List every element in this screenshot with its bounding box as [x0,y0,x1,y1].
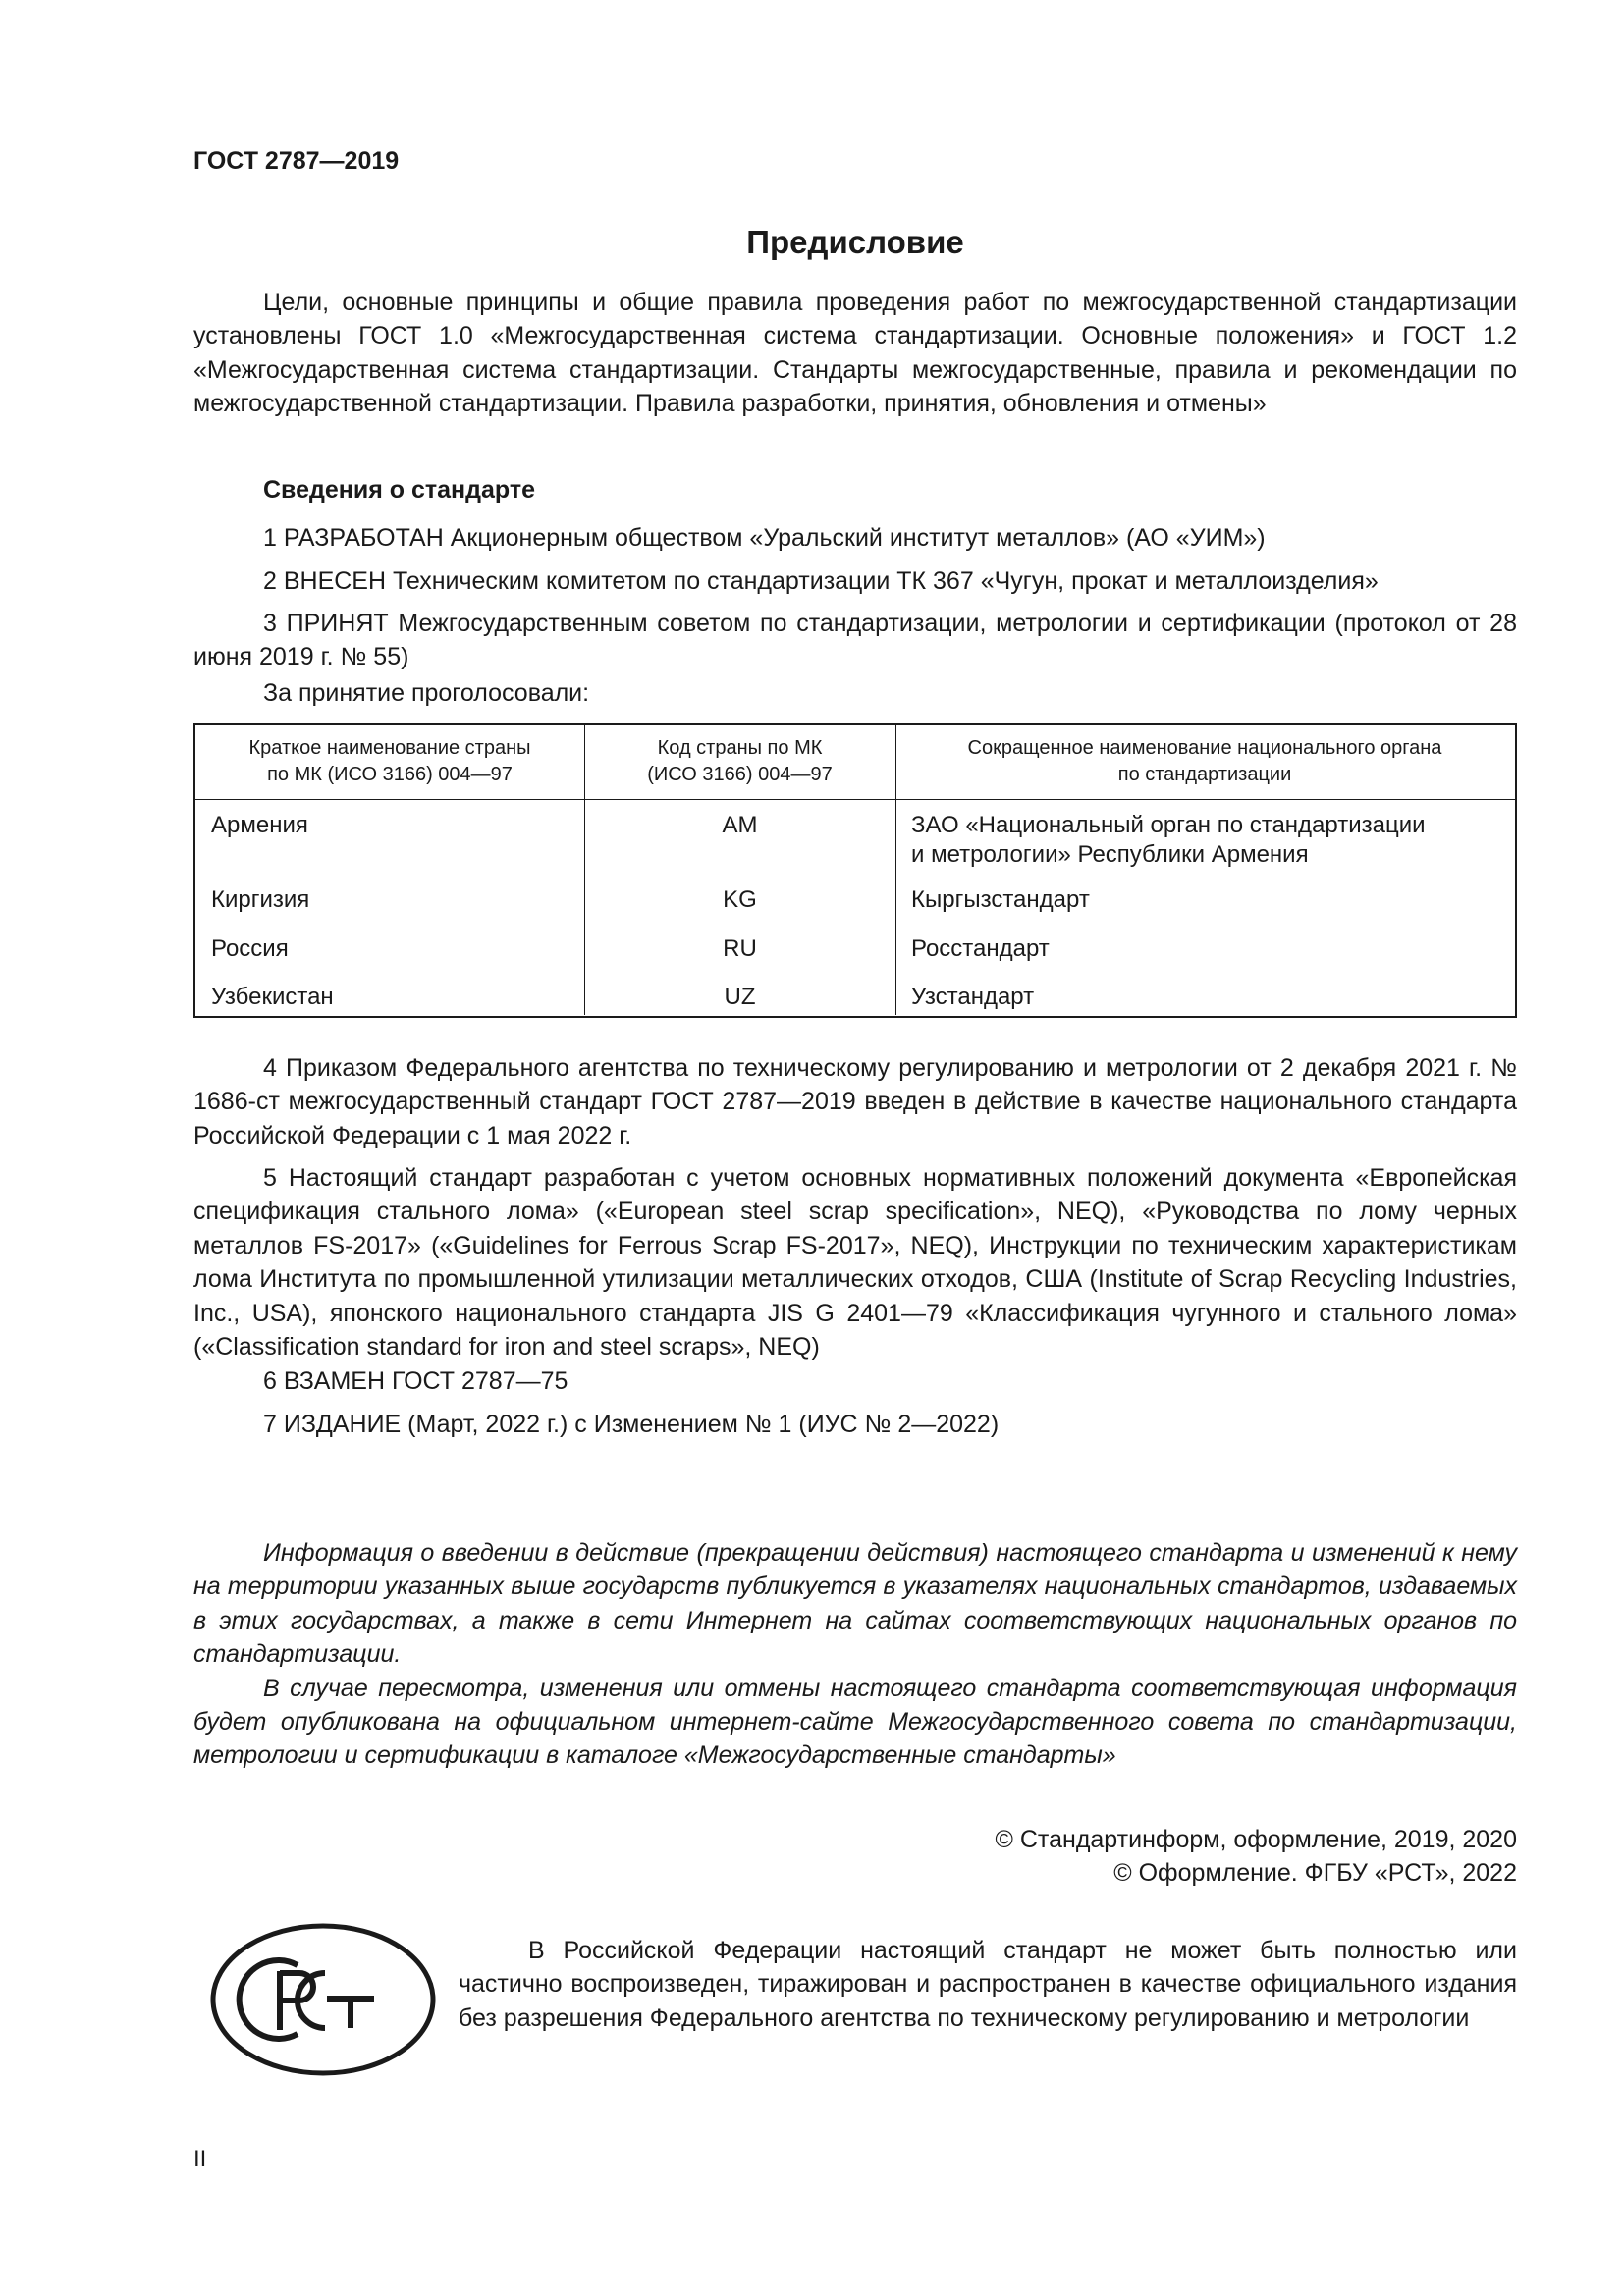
intro-text: Цели, основные принципы и общие правила проведения работ по межгосударственной стандартизации установлены ГОСТ 1.0 «Межгосударственная система стандартизации. Основные положения» и ГОСТ 1.2 «Межгосударственная система стандартизации. Стандарты межгосударственные, правила и рекомендации по межгосударственной стандартизации. Правила разработки, принятия, обновления и отмены» [193,289,1517,418]
item-6: 6 ВЗАМЕН ГОСТ 2787—75 [263,1367,568,1395]
page-title: Предисловие [746,224,964,260]
reproduction-notice [459,1934,1517,2035]
vote-label: За принятие проголосовали: [263,679,590,707]
table-cell-country: Киргизия [211,886,310,913]
table-cell-code: KG [723,886,757,913]
table-cell-country: Россия [211,935,289,962]
item-3-text: 3 ПРИНЯТ Межгосударственным советом по стандартизации, метрологии и сертификации (протокол от 28 июня 2019 г. № 55) [193,610,1517,671]
item-4 [193,1051,1517,1152]
intro-paragraph [193,286,1517,421]
info-heading: Сведения о стандарте [263,476,536,504]
table-cell-org: ЗАО «Национальный орган по стандартизации и метрологии» Республики Армения [911,812,1426,868]
item-5 [193,1161,1517,1363]
item-1: 1 РАЗРАБОТАН Акционерным обществом «Уральский институт металлов» (АО «УИМ») [263,524,1266,552]
table-cell-org: Кыргызстандарт [911,886,1090,913]
table-header-org: Сокращенное наименование национального органа по стандартизации [967,737,1442,785]
info-notice [193,1536,1517,1773]
table-cell-country: Узбекистан [211,984,334,1010]
table-cell-code: UZ [724,984,756,1010]
rst-logo-icon [209,1922,437,2077]
item-4-text: 4 Приказом Федерального агентства по техническому регулированию и метрологии от 2 декабря 2021 г. № 1686-ст межгосударственный стандарт ГОСТ 2787—2019 введен в действие в качестве национального стандарта Российской Федерации с 1 мая 2022 г. [193,1054,1517,1149]
table-cell-org: Росстандарт [911,935,1050,962]
voting-table [193,723,1517,1018]
reproduction-notice-text: В Российской Федерации настоящий стандарт не может быть полностью или частично воспроизведен, тиражирован и распространен в качестве официального издания без разрешения Федерального агентства по техническому регулированию и метрологии [459,1937,1517,2032]
copyright-block [996,1823,1517,1890]
table-cell-org: Узстандарт [911,984,1035,1010]
item-7: 7 ИЗДАНИЕ (Март, 2022 г.) с Изменением № 1 (ИУС № 2—2022) [263,1411,1000,1438]
copyright-line-1: © Стандартинформ, оформление, 2019, 2020 [995,1826,1517,1853]
item-3 [193,607,1517,674]
table-cell-code: RU [723,935,757,962]
table-header-country: Краткое наименование страны по МК (ИСО 3166) 004—97 [248,737,531,785]
document-code: ГОСТ 2787—2019 [193,147,400,175]
page-number: II [193,2146,207,2172]
table-header-code: Код страны по МК (ИСО 3166) 004—97 [647,737,833,785]
item-2: 2 ВНЕСЕН Техническим комитетом по стандартизации ТК 367 «Чугун, прокат и металлоизделия» [263,567,1379,595]
table-header-divider [195,799,1515,800]
info-notice-p2: В случае пересмотра, изменения или отмены настоящего стандарта соответствующая информация будет опубликована на официальном интернет-сайте Межгосударственного совета по стандартизации, метрологии и сертификации в каталоге «Межгосударственные стандарты» [193,1674,1517,1770]
item-5-text: 5 Настоящий стандарт разработан с учетом основных нормативных положений документа «Европейская спецификация стального лома» («European steel scrap specification», NEQ), «Руководства по лому черных металлов FS-2017» («Guidelines for Ferrous Scrap FS-2017», NEQ), Инструкции по техническим характеристикам лома Института по промышленной утилизации металлических отходов, США (Institute of Scrap Recycling Industries, Inc., USA), японского национального стандарта JIS G 2401—79 «Классификация чугунного и стального лома» («Classification standard for iron and steel scraps», NEQ) [193,1164,1517,1362]
copyright-line-2: © Оформление. ФГБУ «РСТ», 2022 [1113,1859,1517,1887]
info-notice-p1: Информация о введении в действие (прекращении действия) настоящего стандарта и изменений к нему на территории указанных выше государств публикуется в указателях национальных стандартов, издаваемых в этих государствах, а также в сети Интернет на сайтах соответствующих национальных органов по стандартизации. [193,1539,1517,1669]
table-cell-code: AM [722,812,758,838]
table-cell-country: Армения [211,812,308,838]
